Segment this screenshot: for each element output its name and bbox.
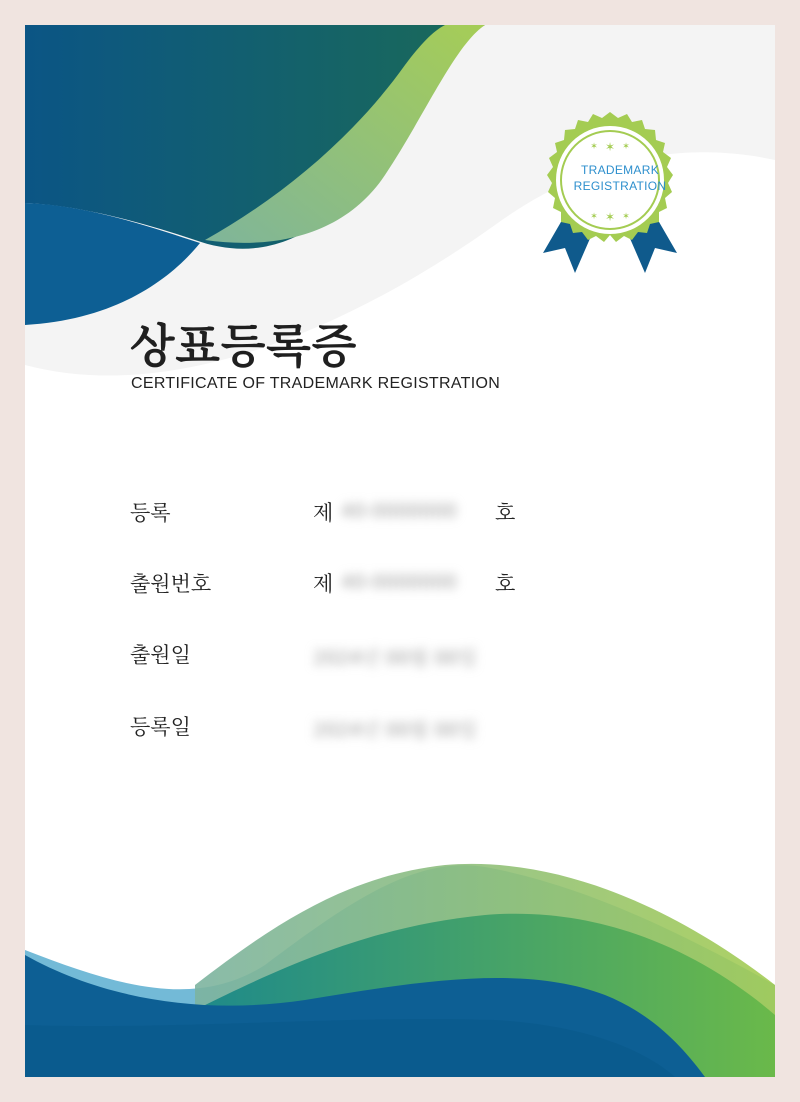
trademark-seal-badge bbox=[535, 105, 685, 280]
svg-text:✶: ✶ bbox=[604, 140, 616, 154]
svg-text:✶: ✶ bbox=[590, 142, 598, 152]
bottom-wave-decoration bbox=[25, 815, 775, 1077]
field-value-blurred: 2024년 00월 00일 bbox=[313, 647, 477, 669]
field-label: 등록일 bbox=[130, 715, 191, 739]
certificate-subtitle: CERTIFICATE OF TRADEMARK REGISTRATION bbox=[131, 375, 501, 392]
field-suffix: 호 bbox=[495, 501, 516, 525]
field-prefix: 제 bbox=[313, 501, 334, 525]
field-value-blurred: 40-0000000 bbox=[341, 500, 457, 522]
field-label: 출원일 bbox=[130, 643, 191, 667]
seal-line-2: REGISTRATION bbox=[573, 179, 667, 193]
svg-text:✶: ✶ bbox=[590, 212, 598, 222]
certificate-sheet bbox=[25, 25, 775, 1077]
field-value-blurred: 2024년 00월 00일 bbox=[313, 719, 477, 741]
seal-line-1: TRADEMARK bbox=[580, 163, 660, 177]
field-label: 출원번호 bbox=[130, 572, 212, 596]
svg-text:✶: ✶ bbox=[622, 212, 630, 222]
certificate-title: 상표등록증 bbox=[130, 319, 358, 373]
seal-text bbox=[565, 162, 675, 194]
field-prefix: 제 bbox=[313, 572, 334, 596]
field-suffix: 호 bbox=[495, 572, 516, 596]
field-value-blurred: 40-0000000 bbox=[341, 571, 457, 593]
svg-text:✶: ✶ bbox=[622, 142, 630, 152]
field-label: 등록 bbox=[130, 501, 171, 525]
svg-text:✶: ✶ bbox=[604, 210, 616, 224]
